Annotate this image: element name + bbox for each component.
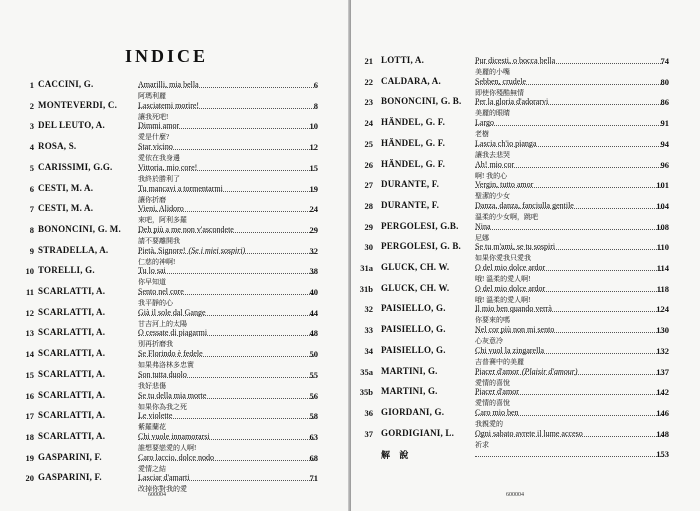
index-entry[interactable] [0, 432, 350, 454]
chinese-title: 讓你折磨 [138, 195, 166, 204]
dot-leader [475, 291, 663, 292]
composer-name: BONONCINI, G. B. [381, 96, 462, 107]
composer-name: STRADELLA, A. [38, 244, 109, 255]
song-title-text: Pur dicesti, o bocca bella [475, 56, 556, 65]
index-entry[interactable] [0, 266, 350, 288]
page-number: 104 [656, 200, 669, 211]
song-title-text: Chi vuole innamorarsi [138, 431, 210, 441]
composer-name: 解 說 [381, 450, 409, 461]
chinese-title: 我親愛的 [475, 419, 503, 428]
chinese-title: 如果你愛我只愛我 [475, 254, 531, 263]
page-number: 130 [656, 325, 669, 336]
composer-name: GLUCK, CH. W. [381, 282, 450, 293]
entry-number: 30 [364, 242, 373, 253]
chinese-title: 別再折磨我 [138, 340, 173, 349]
song-title-text: Vieni, Alidoro [138, 204, 184, 214]
composer-name: MONTEVERDI, C. [38, 99, 118, 110]
chinese-title: 美麗的小嘴 [475, 68, 510, 76]
song-title-text: Dimmi amor [138, 121, 180, 131]
composer-name: SCARLATTI, A. [38, 306, 106, 317]
entry-number: 33 [364, 325, 373, 336]
page-number: 55 [309, 369, 318, 380]
entry-number: 1 [29, 80, 34, 90]
entry-number: 17 [25, 411, 34, 422]
chinese-title: 尼娜 [475, 233, 489, 242]
song-title-text: Chi vuol la zingarella [475, 345, 545, 355]
right-page [351, 0, 700, 511]
dot-leader [475, 229, 663, 230]
song-title-text: Già il sole dal Gange [138, 307, 206, 317]
index-entry[interactable] [0, 121, 350, 143]
page-number: 96 [660, 159, 669, 170]
song-title-text: O cessate di piagarmi [138, 328, 208, 338]
composer-name: PAISIELLO, G. [381, 324, 446, 335]
page-number: 58 [309, 411, 318, 422]
dot-leader [138, 211, 314, 212]
dot-leader [475, 270, 663, 271]
chinese-title: 誰想要戀愛的人啊! [138, 443, 197, 452]
song-title-text: Lasciar d'amarti [138, 473, 190, 483]
page-number: 63 [309, 431, 318, 442]
index-entry[interactable] [0, 225, 350, 247]
song-title-text: Largo [475, 118, 494, 128]
chinese-title: 愛是什麼? [138, 133, 170, 142]
chinese-title: 我好悲傷 [138, 381, 166, 390]
page-number: 56 [309, 390, 318, 401]
composer-name: CESTI, M. A. [38, 203, 94, 214]
page-number: 108 [656, 221, 669, 232]
song-title-text: Se Florindo è fedele [138, 349, 203, 359]
index-entry[interactable] [351, 118, 700, 140]
page-number: 15 [309, 162, 318, 173]
index-entry[interactable] [0, 246, 350, 268]
index-entry[interactable] [351, 304, 700, 326]
page-number: 48 [309, 328, 318, 339]
composer-name: CARISSIMI, G.G. [38, 161, 113, 172]
entry-number: 8 [29, 224, 34, 235]
song-title-text: Piacer d'amor [475, 366, 519, 376]
page-number: 110 [656, 242, 669, 253]
song-title-text: Danza, danza, fanciulla gentile [475, 200, 574, 210]
entry-number: 32 [364, 304, 373, 315]
dot-leader [138, 87, 314, 88]
entry-number: 11 [25, 287, 34, 297]
entry-number: 12 [25, 307, 34, 318]
song-title-text: Deh più a me non v'ascondete [138, 224, 234, 234]
composer-name: CESTI, M. A. [38, 182, 94, 193]
index-entry[interactable] [351, 56, 700, 78]
dot-leader [475, 125, 663, 126]
chinese-title: 吉普賽中的美麗 [475, 357, 524, 366]
composer-name: DURANTE, F. [381, 199, 440, 210]
composer-name: GLUCK, CH. W. [381, 262, 450, 272]
chinese-title: 仁慈的神啊! [138, 257, 176, 266]
composer-name: PAISIELLO, G. [381, 303, 446, 314]
dot-leader [475, 167, 663, 168]
chinese-title: 即使你殘酷無情 [475, 88, 524, 97]
song-title-text: Se tu m'ami, se tu sospiri [475, 242, 556, 252]
index-entry[interactable] [351, 242, 700, 264]
entry-number: 23 [364, 97, 373, 108]
index-entry[interactable] [0, 370, 350, 392]
dot-leader [475, 146, 663, 147]
page-number: 50 [309, 349, 318, 360]
page-number: 32 [309, 245, 318, 256]
song-title-text: Pietà, Signore! [138, 245, 186, 255]
page-number: 114 [656, 263, 669, 273]
index-entry[interactable] [0, 101, 350, 123]
song-title-text: Caro mio ben [475, 407, 519, 417]
index-entry[interactable] [351, 139, 700, 161]
page-title: INDICE [125, 46, 209, 66]
index-entry[interactable] [0, 473, 350, 495]
index-entry[interactable] [0, 411, 350, 433]
dot-leader [138, 480, 314, 481]
song-title-text: O del mio dolce ardor [475, 263, 546, 272]
song-title-text: Sento nel core [138, 287, 184, 296]
chinese-title: 美麗的眼睛 [475, 109, 510, 118]
chinese-title: 紫羅蘭花 [138, 423, 166, 432]
composer-name: ROSA, S. [38, 141, 77, 152]
dot-leader [138, 191, 314, 192]
page-number: 24 [309, 204, 318, 215]
page-number: 68 [309, 452, 318, 463]
entry-number: 9 [29, 245, 34, 256]
song-title-text: Il mio ben quando verrà [475, 304, 552, 314]
dot-leader [138, 253, 314, 254]
dot-leader [475, 456, 663, 457]
page-number: 6 [313, 80, 318, 90]
index-entry[interactable] [351, 346, 700, 368]
song-title-text: Tu mancavi a tormentarmi [138, 183, 223, 193]
entry-number: 24 [364, 118, 373, 129]
composer-name: HÄNDEL, G. F. [381, 137, 446, 148]
entry-number: 35b [359, 387, 373, 398]
song-title-text: Se tu della mia morte [138, 390, 207, 400]
index-entry[interactable] [351, 367, 700, 389]
chinese-title: 來吧，阿利多羅 [138, 216, 187, 225]
song-title-text: Caro laccio, dolce nodo [138, 452, 214, 462]
page-footer-code: 600004 [148, 492, 166, 498]
index-entry[interactable] [0, 349, 350, 371]
page-number: 74 [660, 56, 669, 66]
composer-name: PAISIELLO, G. [381, 344, 446, 355]
chinese-title: 我終於勝利了 [138, 174, 180, 183]
dot-leader [138, 460, 314, 461]
song-title-text: O del mio dolce ardor [475, 283, 546, 293]
page-number: 10 [309, 121, 318, 132]
entry-number: 2 [29, 100, 34, 111]
index-entry[interactable] [0, 308, 350, 330]
composer-name: SCARLATTI, A. [38, 368, 106, 379]
composer-name: SCARLATTI, A. [38, 410, 106, 421]
dot-leader [475, 104, 663, 105]
dot-leader [475, 415, 663, 416]
chinese-title: 溫柔的少女啊，跳吧 [475, 212, 538, 221]
page-number: 148 [656, 428, 669, 439]
dot-leader [138, 273, 314, 274]
dot-leader [138, 128, 314, 129]
dot-leader [475, 332, 663, 333]
index-entry[interactable] [351, 284, 700, 306]
index-entry[interactable] [0, 204, 350, 226]
chinese-title: 讓我去悲哭 [475, 150, 510, 159]
page-number: 124 [656, 304, 669, 315]
composer-name: TORELLI, G. [38, 265, 95, 276]
entry-number: 21 [364, 56, 373, 66]
chinese-title: 你要來的嗎 [475, 316, 510, 325]
entry-number: 25 [364, 138, 373, 149]
entry-number: 15 [25, 369, 34, 380]
composer-name: SCARLATTI, A. [38, 327, 106, 338]
page-number: 94 [660, 138, 669, 149]
chinese-title: 如果你為我之死 [138, 402, 187, 411]
song-title-text: Lascia ch'io pianga [475, 138, 537, 148]
dot-leader [138, 377, 314, 378]
chinese-title: 愛情的喜悅 [475, 378, 510, 387]
entry-number: 19 [25, 452, 34, 463]
composer-name: SCARLATTI, A. [38, 286, 106, 296]
dot-leader [138, 439, 314, 440]
song-title-text: Vittoria, mio core! [138, 162, 198, 172]
index-entry[interactable] [351, 160, 700, 182]
entry-number: 31b [359, 283, 373, 294]
song-title-text: Nina [475, 221, 491, 231]
page-number: 153 [656, 449, 669, 460]
chinese-title: 讓我死吧! [138, 112, 169, 121]
dot-leader [475, 249, 663, 250]
song-title-text: Nel cor più non mi sento [475, 325, 555, 335]
index-entry[interactable] [0, 328, 350, 350]
page-number: 86 [660, 97, 669, 108]
entry-number: 13 [25, 328, 34, 339]
page-number: 19 [309, 183, 318, 194]
chinese-title: 啊! 我的心 [475, 171, 508, 180]
chinese-title: 愛情之結 [138, 464, 166, 473]
page-number: 146 [656, 407, 669, 418]
page-number: 71 [309, 473, 318, 484]
dot-leader [475, 436, 663, 437]
index-entry[interactable] [0, 453, 350, 475]
song-title-text: Son tutta duolo [138, 369, 187, 379]
dot-leader [138, 170, 314, 171]
song-alt-title: (Plaisir d'amour) [521, 366, 578, 376]
dot-leader [138, 294, 314, 295]
composer-name: SCARLATTI, A. [38, 430, 106, 441]
chinese-title: 聖潔的少女 [475, 192, 510, 201]
chinese-title: 請不要離開我 [138, 236, 180, 245]
chinese-title: 心灰意冷 [475, 337, 503, 346]
composer-name: CACCINI, G. [38, 79, 94, 89]
chinese-title: 甘吉河上的太陽 [138, 319, 187, 328]
index-entry[interactable] [0, 80, 350, 102]
composer-name: GORDIGIANI, L. [381, 427, 455, 438]
dot-leader [475, 374, 663, 375]
composer-name: PERGOLESI, G.B. [381, 220, 459, 231]
entry-number: 20 [25, 473, 34, 484]
chinese-title: 祈求 [475, 440, 489, 449]
page-number: 101 [656, 180, 669, 191]
page-number: 91 [660, 118, 669, 129]
dot-leader [475, 63, 663, 64]
song-title-text: Ogni sabato avrete il lume acceso [475, 428, 583, 438]
entry-number: 34 [364, 345, 373, 356]
dot-leader [475, 353, 663, 354]
chinese-title: 阿瑪利麗 [138, 92, 166, 100]
index-entry[interactable] [0, 184, 350, 206]
entry-number: 7 [29, 204, 34, 215]
page-footer-code: 600004 [506, 492, 524, 498]
entry-number: 5 [29, 162, 34, 173]
entry-number: 31a [360, 263, 373, 273]
song-title-text: Amarilli, mia bella [138, 80, 199, 89]
entry-number: 27 [364, 180, 373, 191]
page-number: 137 [656, 366, 669, 377]
song-title-text: Piacer d'amor [475, 387, 519, 397]
index-entry[interactable] [0, 391, 350, 413]
entry-number: 37 [364, 428, 373, 439]
composer-name: DEL LEUTO, A. [38, 120, 105, 131]
index-entry[interactable] [351, 201, 700, 223]
page-number: 8 [313, 100, 318, 111]
index-entry[interactable] [351, 77, 700, 99]
index-entry[interactable] [351, 387, 700, 409]
composer-name: GASPARINI, F. [38, 472, 102, 483]
song-title-text: Per la gloria d'adorarvi [475, 97, 549, 107]
entry-number: 35a [360, 366, 373, 377]
index-entry[interactable] [0, 142, 350, 164]
chinese-title: 我平靜的心 [138, 299, 173, 307]
page-number: 118 [656, 283, 669, 294]
index-entry[interactable] [0, 287, 350, 309]
song-title-text: Tu lo sai [138, 266, 166, 276]
index-entry[interactable] [351, 97, 700, 119]
chinese-title: 老樹 [475, 130, 489, 139]
dot-leader [475, 84, 663, 85]
dot-leader [138, 232, 314, 233]
dot-leader [138, 149, 314, 150]
entry-number: 18 [25, 431, 34, 442]
composer-name: CALDARA, A. [381, 75, 441, 86]
song-alt-title: (Se i miei sospiri) [188, 245, 246, 255]
dot-leader [138, 335, 314, 336]
entry-number: 10 [25, 266, 34, 277]
dot-leader [138, 108, 314, 109]
page-number: 132 [656, 345, 669, 356]
dot-leader [475, 187, 663, 188]
chinese-title: 愛依在我身邊 [138, 154, 180, 163]
chinese-title: 如果弗洛林多忠實 [138, 361, 194, 370]
entry-number: 36 [364, 407, 373, 418]
entry-number: 29 [364, 221, 373, 232]
entry-number: 14 [25, 349, 34, 360]
index-entry[interactable] [351, 325, 700, 347]
chinese-title: 愛情的喜悅 [475, 399, 510, 408]
entry-number: 26 [364, 159, 373, 170]
index-entry[interactable] [351, 263, 700, 285]
dot-leader [138, 356, 314, 357]
entry-number: 4 [29, 142, 34, 153]
page-number: 142 [656, 387, 669, 398]
entry-number: 3 [29, 121, 34, 132]
composer-name: MARTINI, G. [381, 386, 438, 397]
composer-name: SCARLATTI, A. [38, 348, 106, 359]
composer-name: SCARLATTI, A. [38, 389, 106, 400]
page-number: 44 [309, 307, 318, 318]
composer-name: BONONCINI, G. M. [38, 223, 121, 234]
dot-leader [475, 394, 663, 395]
composer-name: LOTTI, A. [381, 55, 425, 65]
entry-number: 6 [29, 183, 34, 194]
composer-name: PERGOLESI, G. B. [381, 241, 461, 252]
composer-name: HÄNDEL, G. F. [381, 117, 446, 128]
chinese-title: 哦! 溫柔的愛人啊! [475, 275, 531, 283]
composer-name: GASPARINI, F. [38, 451, 102, 462]
index-entry[interactable] [0, 163, 350, 185]
song-title-text: Lasciatemi morire! [138, 100, 200, 110]
dot-leader [138, 418, 314, 419]
index-entry[interactable] [351, 408, 700, 430]
entry-number: 16 [25, 390, 34, 401]
composer-name: DURANTE, F. [381, 179, 440, 190]
composer-name: HÄNDEL, G. F. [381, 158, 446, 169]
chinese-title: 你早知道 [138, 278, 166, 287]
song-title-text: Vergin, tutto amor [475, 180, 534, 190]
page-number: 80 [660, 76, 669, 87]
index-entry[interactable] [351, 449, 700, 471]
composer-name: MARTINI, G. [381, 365, 438, 376]
song-title-text: Sebben, crudele [475, 76, 527, 86]
index-entry[interactable] [351, 222, 700, 244]
chinese-title: 改掉你對我的愛 [138, 485, 187, 494]
song-title-text: Ah! mio cor [475, 159, 515, 169]
index-entry[interactable] [351, 180, 700, 202]
song-title-text: Star vicino [138, 142, 173, 152]
composer-name: GIORDANI, G. [381, 406, 445, 417]
page-number: 40 [309, 287, 318, 297]
entry-number: 28 [364, 200, 373, 211]
page-number: 29 [309, 224, 318, 235]
dot-leader [475, 208, 663, 209]
index-entry[interactable] [351, 429, 700, 451]
dot-leader [138, 315, 314, 316]
dot-leader [138, 398, 314, 399]
chinese-title: 哦! 溫柔的愛人啊! [475, 295, 531, 304]
entry-number: 22 [364, 76, 373, 87]
dot-leader [475, 311, 663, 312]
song-title-text: Le violette [138, 411, 173, 421]
page-number: 12 [309, 142, 318, 153]
page-number: 38 [309, 266, 318, 277]
